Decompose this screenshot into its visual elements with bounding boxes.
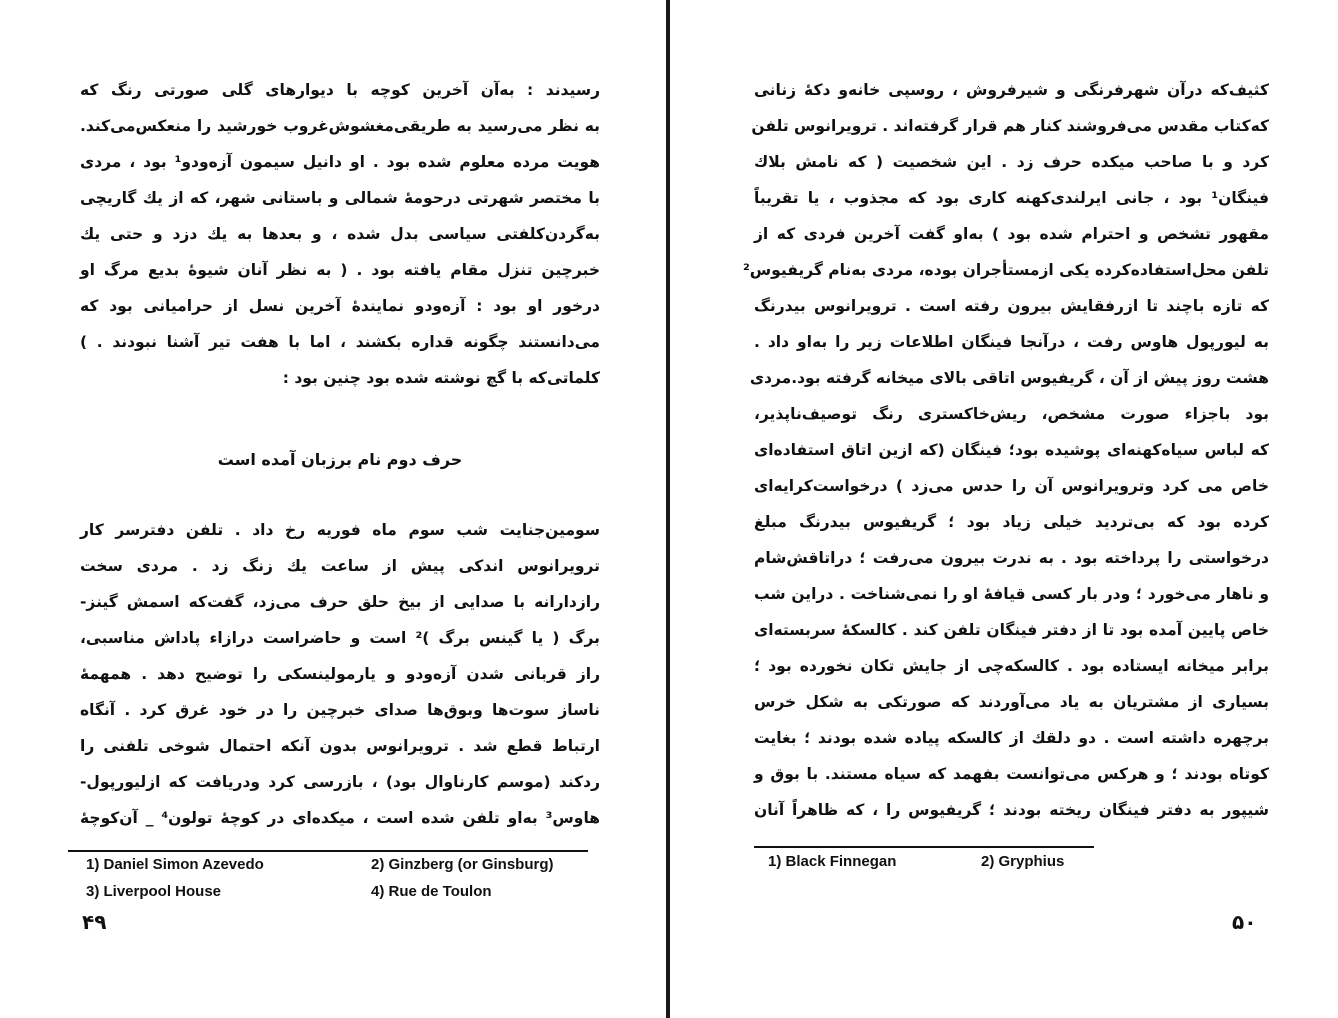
text-line: شیپور به دفتر فینگان ریخته بودند ؛ گریفیوس را ، که ظاهراً آنان	[754, 801, 1269, 819]
text-line: ناساز سوت‌ها وبوق‌ها صدای خبرچین را در خود غرق کرد . آنگاه	[80, 701, 600, 719]
book-gutter	[666, 0, 670, 1018]
text-line: با مختصر شهرتی درحومهٔ شمالی و باستانی شهر، که از یك گاریچی	[80, 189, 600, 207]
footnote-2: 2) Ginzberg (or Ginsburg)	[371, 856, 554, 873]
right-footnotes	[768, 848, 1064, 875]
text-line: به‌گردن‌کلفتی سیاسی بدل شده ، و بعدها به یك دزد و حتی یك	[80, 225, 600, 243]
text-line: کرد و با صاحب میکده حرف زد . این شخصیت ( که نامش بلاك	[754, 153, 1269, 171]
right-paragraph	[743, 72, 1269, 828]
text-line: رازدارانه با صدایی از بیخ حلق حرف می‌زد، گفت‌که اسمش گینز-	[80, 593, 600, 611]
footnote-3: 3) Liverpool House	[86, 883, 222, 900]
text-line: خاص پایین آمده بود تا از دفتر فینگان تلفن کند . کالسکهٔ سربسته‌ای	[754, 621, 1269, 639]
text-line: که‌کتاب مقدس می‌فروشند کنار هم قرار گرفته‌اند . ترویرانوس تلفن	[751, 117, 1269, 135]
text-line: که لباس سیاه‌کهنه‌ای پوشیده بود؛ فینگان (که ازین اتاق استفاده‌ای	[754, 441, 1269, 459]
text-line: هاوس³ به‌او تلفن شده است ، میکده‌ای در کوچهٔ تولون⁴ _ آن‌کوچهٔ	[80, 809, 601, 827]
text-line: به لیورپول هاوس رفت ، درآنجا فینگان اطلاعات زیر را به‌او داد .	[754, 333, 1269, 351]
text-line: خاص می کرد وترویرانوس آن را حدس می‌زد ) درخواست‌کرایه‌ای	[754, 477, 1269, 495]
text-line: که تازه باچند تا ازرفقایش بیرون رفته است . ترویرانوس بیدرنگ	[754, 297, 1269, 315]
text-line: رسیدند : به‌آن آخرین کوچه با دیوارهای گلی صورتی رنگ که	[80, 81, 600, 99]
left-paragraph-2	[80, 512, 600, 836]
text-line: تلفن محل‌استفاده‌کرده یکی ازمستأجران بوده، مردی به‌نام گریفیوس²	[743, 261, 1269, 279]
text-line: به نظر می‌رسید به طریقی‌مغشوش‌غروب خورشید را منعکس‌می‌کند.	[80, 117, 600, 135]
text-line: کلماتی‌که با گچ نوشته شده بود چنین بود :	[282, 369, 600, 387]
text-line: بود باجزاء صورت مشخص، ریش‌خاکستری رنگ توصیف‌ناپذیر،	[754, 405, 1269, 423]
text-line: مقهور تشخص و احترام شده بود ) به‌او گفت آخرین فردی که از	[754, 225, 1269, 243]
footnote-1: 1) Black Finnegan	[768, 853, 897, 870]
text-line: کثیف‌که درآن شهرفرنگی و شیرفروش ، روسپی خانه‌و دکهٔ زنانی	[754, 81, 1269, 99]
text-line: و ناهار می‌خورد ؛ ودر بار کسی قیافهٔ او را نمی‌شناخت . دراین شب	[754, 585, 1269, 603]
footnote-1: 1) Daniel Simon Azevedo	[86, 856, 264, 873]
text-line: برابر میخانه ایستاده بود . کالسکه‌چی از جایش تکان نخورده بود ؛	[754, 657, 1269, 675]
text-line: کرده بود که بی‌تردید خیلی زیاد بود ؛ گریفیوس بیدرنگ مبلغ	[754, 513, 1269, 531]
text-line: درخواستی را پرداخته بود . به ندرت بیرون می‌رفت ؛ دراتاقش‌شام	[754, 549, 1269, 567]
footnote-2: 2) Gryphius	[981, 853, 1065, 870]
page-number: ۴۹	[82, 910, 107, 934]
text-line: راز قربانی شدن آزه‌ودو و یارمولینسکی را توضیح دهد . همهمهٔ	[80, 665, 600, 683]
text-line: کوتاه بودند ؛ و هرکس می‌توانست بفهمد که سیاه مستند. با بوق و	[754, 765, 1269, 783]
text-line: هویت مرده معلوم شده بود . او دانیل سیمون آزه‌ودو¹ بود ، مردی	[80, 153, 600, 171]
section-heading: حرف دوم نام برزبان آمده است	[217, 450, 463, 469]
footnote-4: 4) Rue de Toulon	[371, 883, 492, 900]
page-number: ۵۰	[1232, 910, 1257, 934]
right-page	[672, 0, 1338, 1018]
text-line: درخور او بود : آزه‌ودو نمایندهٔ آخرین نسل از حرامیانی بود که	[80, 297, 600, 315]
left-page	[0, 0, 666, 1018]
footnote-row	[86, 851, 554, 878]
text-line: ترویرانوس اندکی پیش از ساعت یك زنگ زد . مردی سخت	[80, 557, 600, 575]
left-footnotes	[86, 851, 554, 905]
text-line: ردکند (موسم کارناوال بود) ، بازرسی کرد ودریافت که ازلیورپول-	[80, 773, 600, 791]
text-line: بسیاری از مشتریان به یاد می‌آوردند که صورتکی به شکل خرس	[754, 693, 1269, 711]
footnote-row	[768, 848, 1064, 875]
text-line: برگ ( یا گینس برگ )² است و حاضراست درازاء پاداش مناسبی،	[80, 629, 600, 647]
text-line: ارتباط قطع شد . ترویرانوس بدون آنکه احتمال شوخی تلفنی را	[80, 737, 600, 755]
text-line: خبرچین تنزل مقام یافته بود . ( به نظر آنان شیوهٔ بدیع مرگ او	[80, 261, 600, 279]
text-line: فینگان¹ بود ، جانی ایرلندی‌کهنه کاری بود که مجذوب ، یا تقریباً	[754, 189, 1269, 207]
text-line: سومین‌جنایت شب سوم ماه فوریه رخ داد . تلفن دفترسر کار	[80, 521, 600, 539]
text-line: هشت روز پیش از آن ، گریفیوس اتاقی بالای میخانه گرفته بود.مردی	[749, 369, 1269, 387]
left-paragraph-1	[80, 72, 600, 396]
text-line: برچهره داشته است . دو دلقك از کالسکه پیاده شده بودند ؛ بغایت	[754, 729, 1269, 747]
footnote-row	[86, 878, 554, 905]
text-line: می‌دانستند چگونه قداره بکشند ، اما با هفت تیر آشنا نبودند . )	[80, 333, 600, 351]
